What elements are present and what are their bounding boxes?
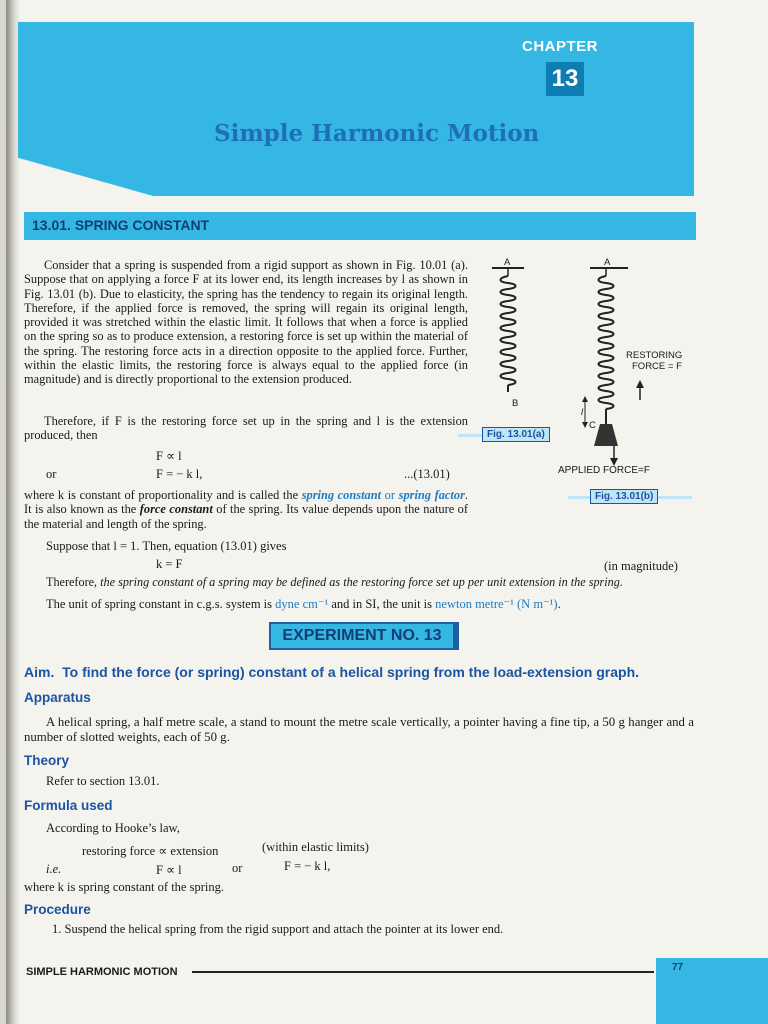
text-span: The unit of spring constant in c.g.s. system is [46, 597, 276, 611]
running-title: SIMPLE HARMONIC MOTION [26, 966, 178, 978]
chapter-title: Simple Harmonic Motion [214, 120, 540, 147]
section-title: 13.01. SPRING CONSTANT [32, 217, 210, 233]
term-force-constant: force constant [139, 502, 213, 517]
label-restoring-force: FORCE = F [632, 361, 682, 372]
chapter-word: CHAPTER [522, 38, 599, 55]
apparatus-text: A helical spring, a half metre scale, a stand to mount the metre scale vertically, a pointer having a fine tip, a 50 g hanger and a number of slotted weights, each of 50 g. [24, 715, 694, 744]
unit-cgs: dyne cm⁻¹ [275, 597, 329, 611]
term-spring-constant: spring constant [301, 488, 382, 502]
heading-theory: Theory [24, 753, 70, 768]
equation-number: ...(13.01) [404, 467, 450, 481]
heading-formula: Formula used [24, 798, 113, 813]
unit-si: newton metre⁻¹ (N m⁻¹) [435, 597, 558, 611]
text-span: where k is constant of proportionality and is called the [24, 488, 302, 502]
label-applied-force: APPLIED FORCE=F [558, 465, 650, 476]
procedure-step-1: 1. Suspend the helical spring from the rigid support and attach the pointer at its lower end. [52, 922, 504, 936]
equation-proportional: F ∝ l [156, 449, 182, 463]
book-page [6, 0, 768, 1024]
text-span: and in SI, the unit is [328, 597, 436, 611]
footer-rule [192, 971, 654, 973]
caption-fig-b: Fig. 13.01(b) [590, 489, 658, 504]
paragraph-text: Therefore, if F is the restoring force set up in the spring and l is the extension produced, then [24, 414, 468, 443]
aim-line [24, 664, 639, 680]
caption-fig-a: Fig. 13.01(a) [482, 427, 550, 442]
theory-text: Refer to section 13.01. [46, 774, 160, 788]
heading-procedure: Procedure [24, 902, 91, 917]
text-span: Therefore, [46, 575, 101, 589]
equation-k-equals-f: k = F [156, 557, 183, 571]
paragraph-suppose: Suppose that l = 1. Then, equation (13.01) gives [46, 539, 287, 553]
text-span: or [381, 488, 399, 502]
label-restoring: RESTORING [626, 350, 683, 361]
paragraph-text: Consider that a spring is suspended from a rigid support as shown in Fig. 10.01 (a). Suppose that on applying a force F at its lower end, its length increases by l as shown in Fig. 13.01 (b). Due to elasticity, the spring has the tendency to regain its original length. Therefore, if the applied force is removed, the spring will regain its original length, provided it was stretched within the elastic limit. It follows that when a force is applied on the spring so as to produce extension, a restoring force is set up within the material of the spring. The restoring force acts in a direction opposite to the applied force. Further, within the elastic limits, the restoring force is always equal to the applied force (in magnitude) and is directly proportional to the extension produced. [24, 258, 468, 387]
heading-apparatus: Apparatus [24, 690, 91, 705]
formula-where: where k is spring constant of the spring. [24, 880, 224, 894]
text-span: of the spring. Its value depends upon the nature of the material and length of the spring. [24, 502, 468, 531]
definition-line [46, 575, 623, 590]
text-span: . It is also known as the [24, 488, 468, 517]
equation-hooke: F = − k l, [156, 467, 203, 481]
label-c: C [589, 420, 596, 431]
formula-proportional: F ∝ l [156, 863, 182, 877]
equation-or: or [46, 467, 57, 481]
term-spring-factor: spring factor [398, 488, 465, 502]
unit-line [46, 596, 561, 612]
formula-hooke: F = − k l, [284, 859, 331, 873]
label-a: A [504, 257, 511, 268]
label-a2: A [604, 257, 611, 268]
formula-or: or [232, 861, 243, 875]
label-b: B [512, 398, 519, 409]
formula-line-1: restoring force ∝ extension [82, 844, 219, 858]
label-l: l [581, 407, 584, 418]
experiment-title-box: EXPERIMENT NO. 13 [269, 622, 459, 650]
aim-label: Aim. [24, 664, 55, 680]
formula-intro: According to Hooke’s law, [46, 821, 180, 835]
formula-line-1-note: (within elastic limits) [262, 840, 369, 854]
chapter-number: 13 [546, 62, 584, 96]
definition-text: the spring constant of a spring may be defined as the restoring force set up per unit extension in the spring. [100, 575, 623, 589]
page-number: 77 [672, 962, 684, 973]
aim-text: To find the force (or spring) constant of a helical spring from the load-extension graph. [62, 664, 640, 680]
spring-diagram [6, 0, 768, 520]
text-span: . [557, 597, 561, 611]
equation-note: (in magnitude) [604, 559, 678, 573]
formula-ie: i.e. [46, 862, 62, 876]
